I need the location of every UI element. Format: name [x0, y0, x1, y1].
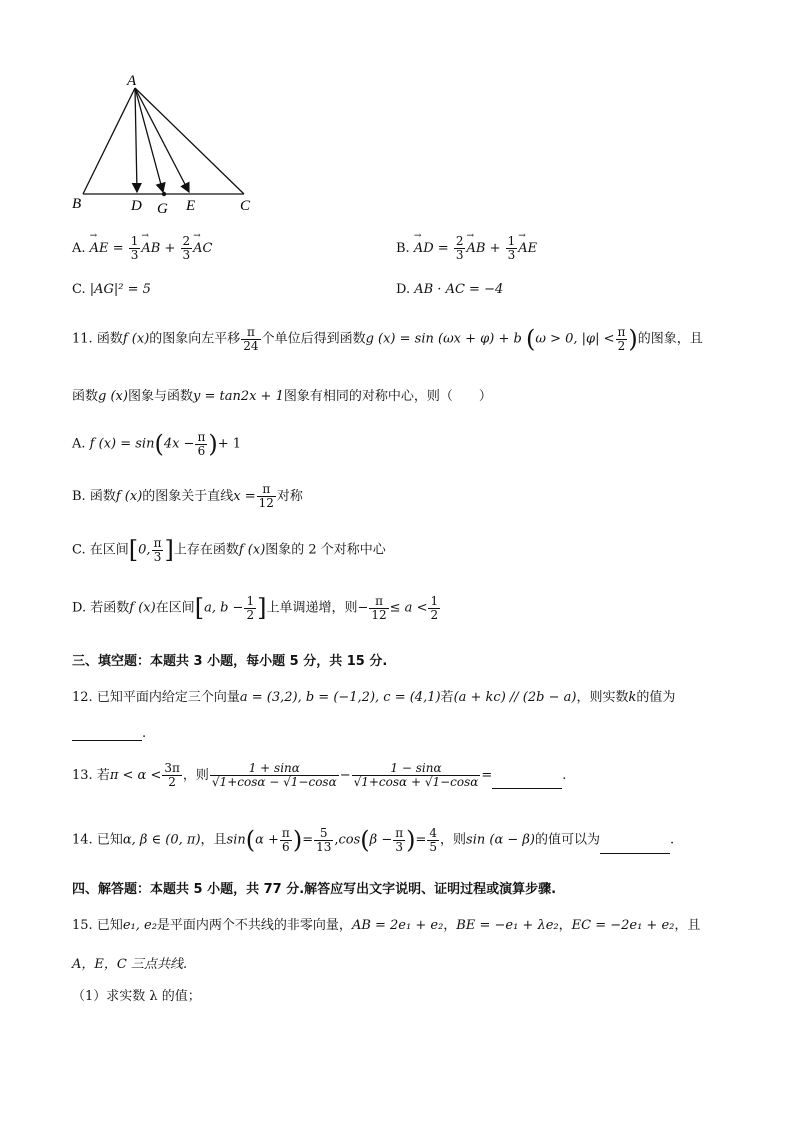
math: f (x) = sin	[89, 436, 155, 452]
math: a = (3,2), b = (−1,2), c = (4,1)	[239, 690, 441, 705]
fraction: $\frac{1 - \sin\alpha}{√1+\cos\alpha + √1-\cos\alpha}$	[353, 761, 479, 789]
section-3-heading: 三、填空题：本题共 3 小题，每小题 5 分，共 15 分.	[72, 654, 388, 669]
math: f (x)	[122, 331, 150, 347]
text: 的图象关于直线	[142, 489, 234, 504]
q12-answer-line[interactable]	[72, 726, 146, 741]
text: 对称	[276, 489, 303, 504]
fraction: $\frac{\pi}{3}$	[153, 535, 162, 564]
text: 已知	[96, 918, 123, 933]
text: 上单调递增，则	[266, 600, 358, 616]
paren: )	[208, 430, 218, 458]
math: f (x)	[115, 489, 143, 504]
option-label: C.	[72, 282, 86, 297]
math: e₁, e₂	[122, 918, 157, 933]
option-label: D.	[72, 600, 87, 616]
fraction: $\frac{\pi}{3}$	[395, 825, 404, 854]
math: sin (α − β)	[466, 832, 535, 848]
q10-option-a[interactable]	[72, 235, 213, 262]
q11-option-a[interactable]	[72, 430, 241, 458]
math: (a + kc) // (2b − a)	[453, 690, 577, 705]
text: 图象的 2 个对称中心	[265, 542, 386, 558]
q10-option-b[interactable]	[396, 235, 537, 262]
math: g (x)	[98, 389, 128, 404]
math: =	[415, 832, 427, 848]
text: 的值可以为	[534, 832, 600, 848]
text: 图象与函数	[127, 389, 193, 404]
fraction: $\frac{1}{3}$	[130, 234, 139, 262]
q12-stem	[72, 686, 675, 705]
q11-option-c[interactable]	[72, 536, 386, 564]
side-ab	[83, 88, 135, 194]
answer-blank[interactable]	[492, 774, 562, 789]
math: sin	[226, 832, 246, 848]
fraction: $\frac{4}{5}$	[429, 825, 438, 854]
q10-option-c[interactable]	[72, 282, 151, 297]
fraction: $\frac{\pi}{12}$	[371, 593, 387, 622]
option-label: C.	[72, 542, 86, 558]
math: f (x)	[238, 542, 266, 558]
math: y = tan2x + 1	[192, 389, 284, 404]
q11-stem-line2	[72, 385, 492, 404]
triangle-figure	[60, 70, 270, 220]
question-number: 12.	[72, 690, 93, 705]
fraction: $\frac{2}{3}$	[455, 234, 464, 262]
text: 个单位后得到函数	[261, 331, 366, 347]
plus-sign: +	[164, 241, 176, 256]
q11-option-d[interactable]	[72, 594, 441, 622]
math: −	[339, 768, 351, 783]
math: + 1	[217, 436, 242, 452]
fraction: $\frac{1}{2}$	[430, 593, 439, 622]
question-number: 15.	[72, 918, 93, 933]
equals-sign: =	[437, 241, 449, 256]
side-ac	[135, 88, 244, 194]
text: 若函数	[90, 600, 130, 616]
q10-option-d[interactable]	[396, 282, 503, 297]
text: .	[142, 726, 147, 741]
option-label: B.	[396, 241, 410, 256]
text: .	[562, 768, 567, 783]
math: ,	[334, 832, 339, 848]
option-label: A.	[72, 241, 86, 256]
text: 已知平面内给定三个向量	[96, 690, 240, 705]
question-number: 11.	[72, 331, 93, 347]
math: −	[357, 600, 369, 616]
q13-stem	[72, 762, 566, 789]
label-e: E	[186, 198, 196, 214]
vector-text: → AE	[90, 241, 109, 256]
label-c: C	[240, 198, 251, 214]
math: 4x −	[163, 436, 195, 452]
math: =	[481, 768, 493, 783]
q15-part1: （1）求实数 λ 的值；	[72, 989, 201, 1004]
equals-sign: =	[112, 241, 124, 256]
math: α +	[255, 832, 279, 848]
text: 图象有相同的对称中心，则（ ）	[283, 389, 492, 404]
label-b: B	[72, 196, 82, 212]
paren: )	[292, 826, 303, 854]
text: ，则	[440, 832, 467, 848]
q11-stem-line1	[72, 325, 703, 353]
q15-stem-line1: 15. 已知e₁, e₂是平面内两个不共线的非零向量，AB = 2e₁ + e₂，BE = −e₁ + λe₂，EC = −2e₁ + e₂，且	[72, 918, 701, 933]
paren: (	[154, 430, 164, 458]
text: ，且	[200, 832, 227, 848]
math: α, β ∈ (0, π)	[122, 832, 201, 848]
vector-ag	[135, 88, 163, 192]
math: k	[628, 690, 637, 705]
vector-text: → AC	[193, 241, 212, 256]
fraction: $\frac{3\pi}{2}$	[164, 761, 180, 789]
q11-option-b[interactable]	[72, 483, 303, 510]
math: =	[302, 832, 314, 848]
question-number: 14.	[72, 832, 93, 848]
vector-text: → AD	[414, 241, 434, 256]
fraction: $\frac{1}{2}$	[246, 593, 255, 622]
text: 在区间	[155, 600, 195, 616]
math: ω > 0, |φ| <	[535, 331, 615, 347]
text: 在区间	[89, 542, 129, 558]
text: ，则	[182, 768, 209, 783]
text: 是平面内两个不共线的非零向量，	[156, 918, 352, 933]
fraction: $\frac{\pi}{6}$	[281, 825, 290, 854]
text: 的图象，且	[637, 331, 703, 347]
text: 函数	[72, 389, 99, 404]
text: ，且	[674, 918, 701, 933]
paren: )	[628, 325, 638, 353]
question-number: 13.	[72, 768, 93, 783]
label-d: D	[131, 198, 142, 214]
fraction: $\frac{1}{3}$	[507, 234, 516, 262]
label-g: G	[157, 201, 168, 217]
math: AB = 2e₁ + e₂	[351, 918, 444, 933]
text: 函数	[96, 331, 123, 347]
math: x =	[233, 489, 256, 504]
label-a: A	[127, 73, 137, 89]
text: .	[670, 832, 675, 848]
fraction: $\frac{\pi}{6}$	[197, 429, 206, 458]
text: 的图象向左平移	[149, 331, 241, 347]
bracket: ]	[164, 536, 174, 564]
option-label: A.	[72, 436, 86, 452]
text: 若	[440, 690, 454, 705]
bracket: [	[194, 594, 205, 622]
vector-text: → AB	[466, 241, 485, 256]
math: EC = −2e₁ + e₂	[571, 918, 675, 933]
paren: (	[245, 826, 256, 854]
point-g	[162, 192, 166, 196]
text: 函数	[89, 489, 116, 504]
fraction: $\frac{2}{3}$	[182, 234, 191, 262]
vector-ad	[135, 88, 137, 192]
fraction: $\frac{1 + \sin\alpha}{√1+\cos\alpha - √1-\cos\alpha}$	[211, 761, 337, 789]
text: 上存在函数	[173, 542, 239, 558]
fraction: $\frac{5}{13}$	[316, 825, 332, 854]
option-text: |AG|² = 5	[89, 282, 151, 297]
answer-blank[interactable]	[72, 726, 142, 741]
math: 0,	[138, 542, 151, 558]
math: BE = −e₁ + λe₂	[456, 918, 559, 933]
math: ≤ a <	[389, 600, 428, 616]
option-label: B.	[72, 489, 86, 504]
text: 若	[96, 768, 110, 783]
vector-ae	[135, 88, 189, 192]
fraction: $\frac{\pi}{24}$	[243, 324, 259, 353]
answer-blank[interactable]	[600, 839, 670, 854]
plus-sign: +	[489, 241, 501, 256]
math: β −	[369, 832, 393, 848]
vector-text: → AE	[518, 241, 537, 256]
fraction: $\frac{\pi}{2}$	[617, 324, 626, 353]
q14-stem	[72, 826, 674, 854]
section-4-heading: 四、解答题：本题共 5 小题，共 77 分.解答应写出文字说明、证明过程或演算步骤.	[72, 882, 557, 897]
math: g (x) = sin (ωx + φ) + b	[365, 331, 522, 347]
option-text: AB · AC = −4	[414, 282, 504, 297]
text: ，则实数	[576, 690, 629, 705]
bracket: [	[128, 536, 139, 564]
fraction: $\frac{\pi}{12}$	[258, 482, 274, 510]
q15-stem-line2: A，E，C 三点共线.	[72, 957, 188, 972]
paren: )	[406, 826, 416, 854]
vector-text: → AB	[141, 241, 160, 256]
paren: (	[360, 826, 370, 854]
math: cos	[338, 832, 361, 848]
paren: (	[525, 325, 536, 353]
bracket: ]	[257, 594, 267, 622]
math: f (x)	[129, 600, 156, 616]
text: 已知	[96, 832, 123, 848]
text: 的值为	[636, 690, 676, 705]
math: π < α <	[109, 768, 162, 783]
option-label: D.	[396, 282, 411, 297]
math: a, b −	[204, 600, 244, 616]
